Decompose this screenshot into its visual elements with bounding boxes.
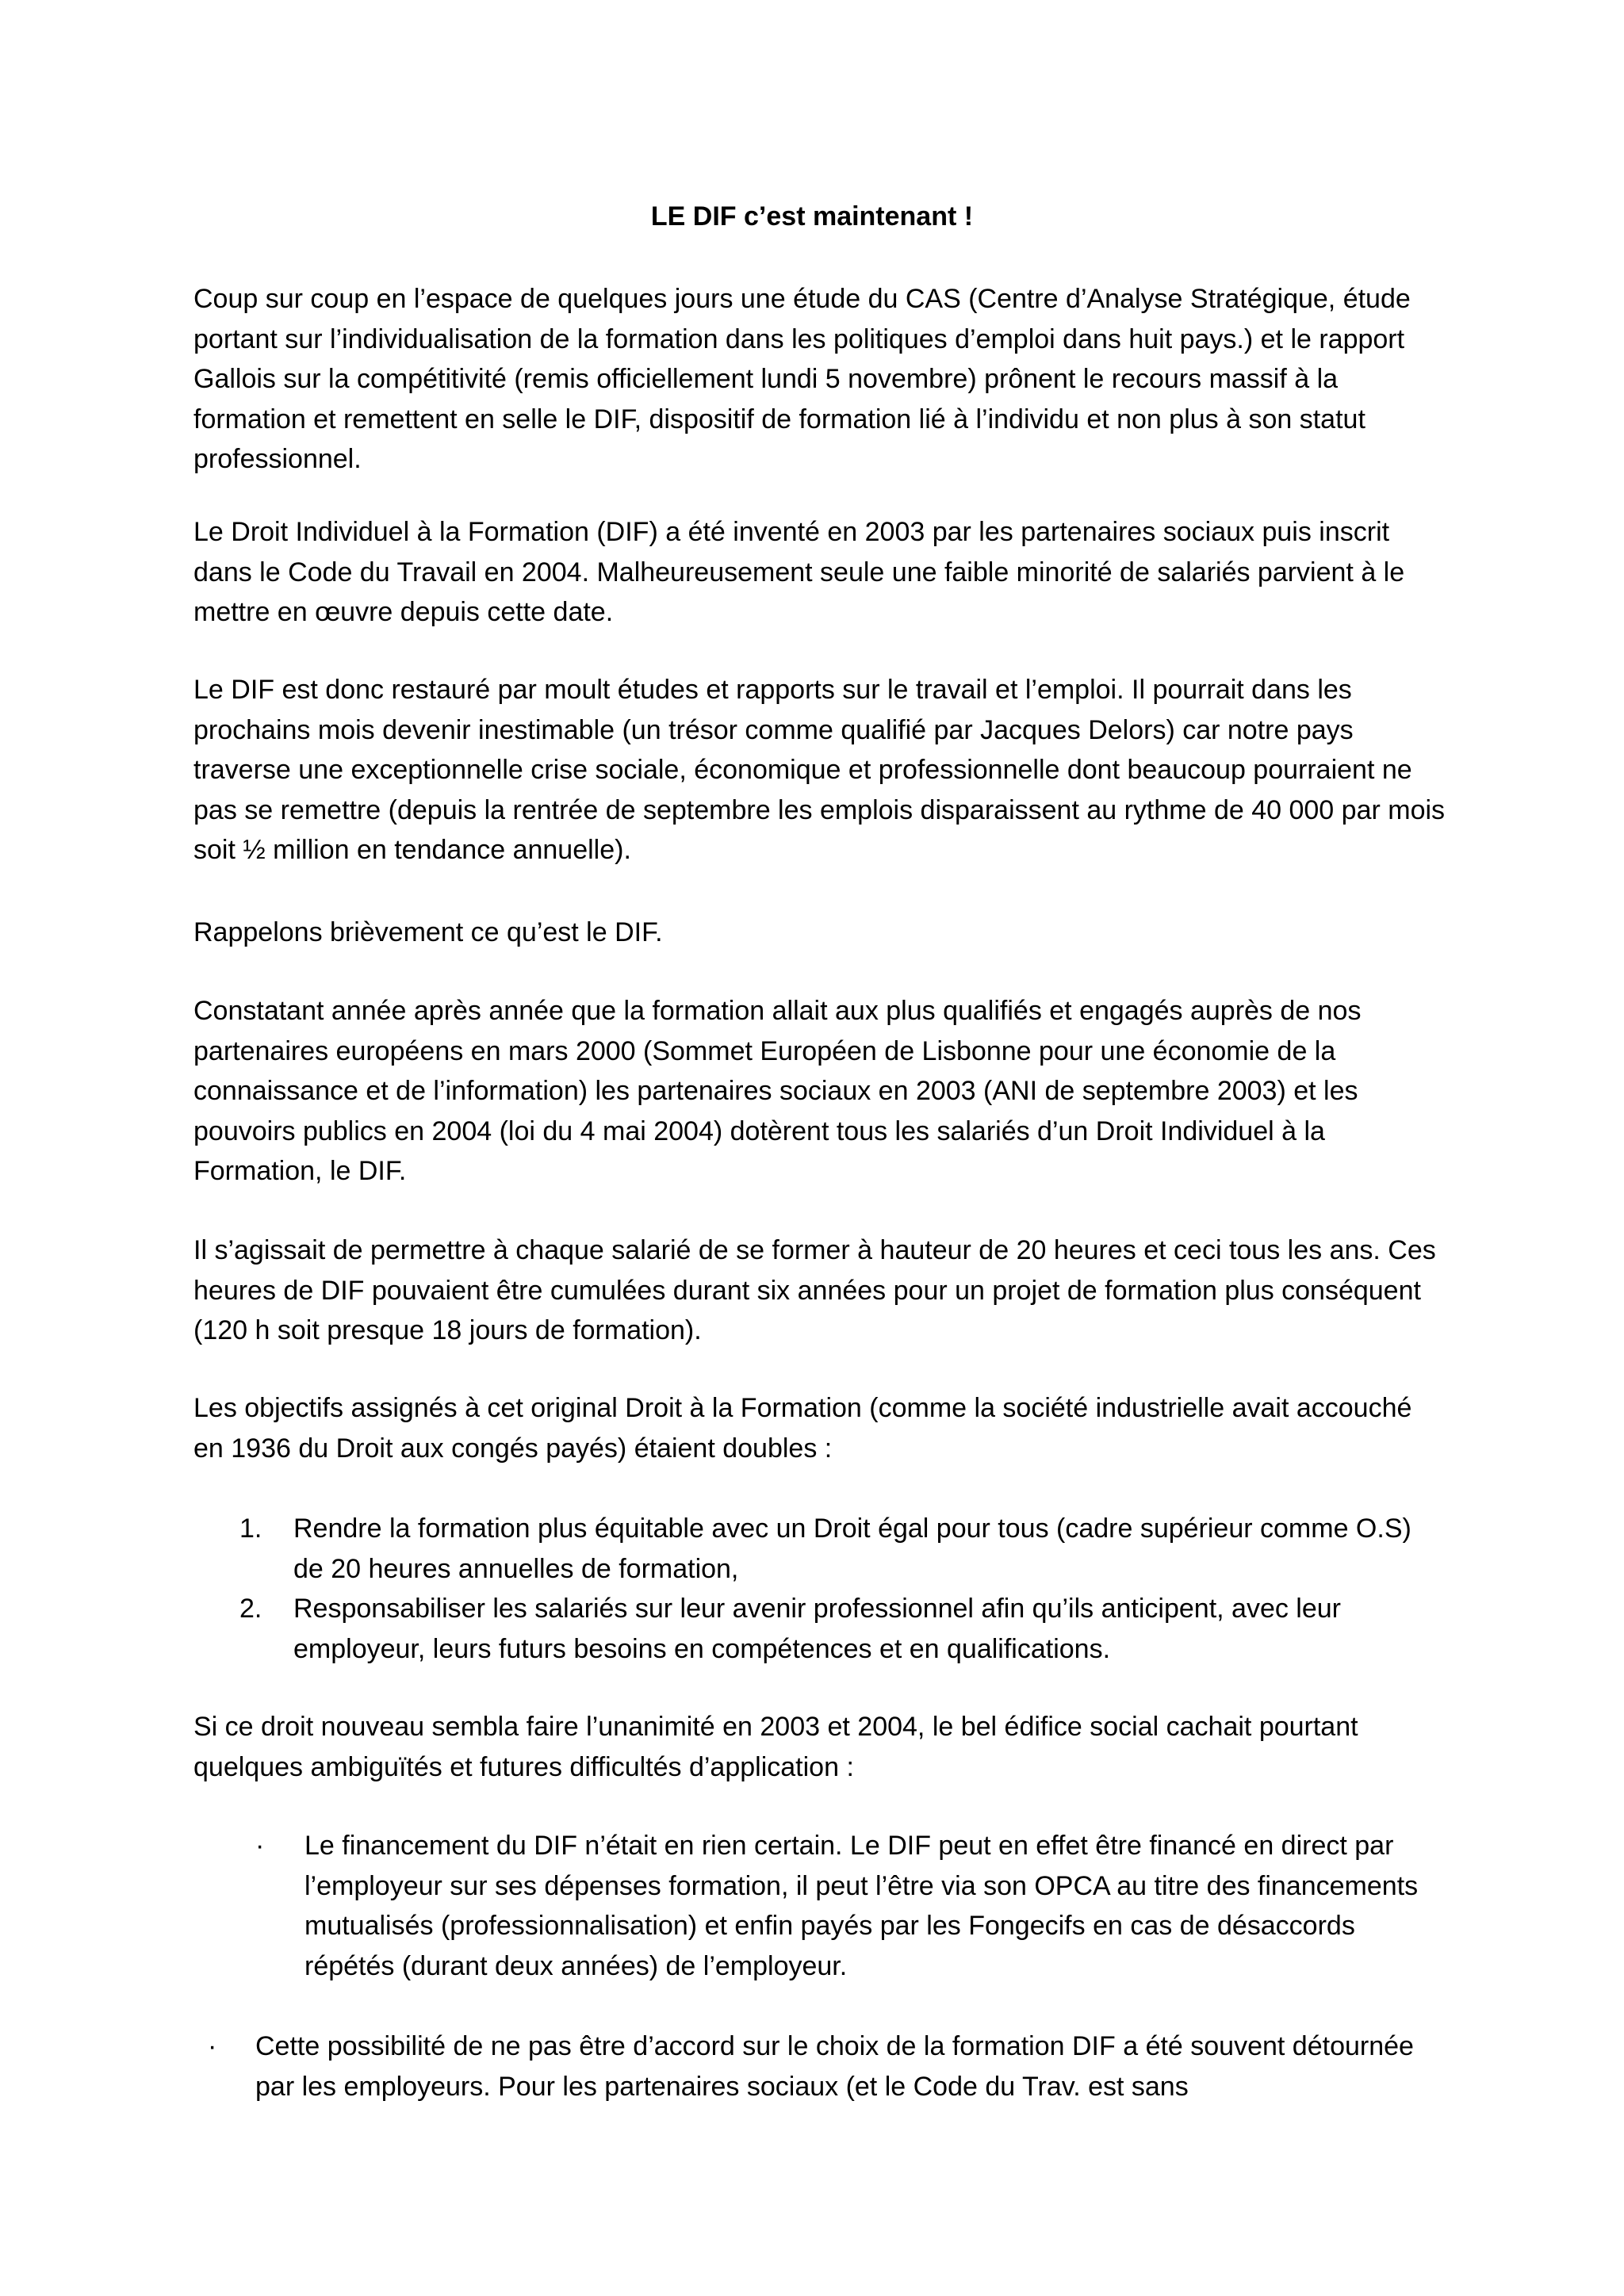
paragraph-objectives: Les objectifs assignés à cet original Droit à la Formation (comme la société industrielle avait accouché en 1936 du Droit aux congés payés) étaient doubles :: [193, 1393, 1412, 1464]
bullet-item: Cette possibilité de ne pas être d’accord sur le choix de la formation DIF a été souvent détournée par les employeurs. Pour les partenaires sociaux (et le Code du Trav. est sans: [255, 2031, 1414, 2102]
paragraph-ambiguities: Si ce droit nouveau sembla faire l’unanimité en 2003 et 2004, le bel édifice social cachait pourtant quelques ambiguïtés et futures difficultés d’application :: [193, 1712, 1358, 1782]
list-item: Rendre la formation plus équitable avec un Droit égal pour tous (cadre supérieur comme O.S) de 20 heures annuelles de formation,: [293, 1513, 1411, 1584]
document-title: LE DIF c’est maintenant !: [650, 201, 974, 232]
list-number: 1.: [239, 1513, 262, 1544]
paragraph-intro: Coup sur coup en l’espace de quelques jours une étude du CAS (Centre d’Analyse Stratégique, étude portant sur l’individualisation de la formation dans les politiques d’emploi dans huit pays.) et le rapport Gallois sur la compétitivité (remis officiellement lundi 5 novembre) prônent le recours massif à la formation et remettent en selle le DIF, dispositif de formation lié à l’individu et non plus à son statut professionnel.: [193, 284, 1411, 474]
list-number: 2.: [239, 1594, 262, 1624]
paragraph-recall: Rappelons brièvement ce qu’est le DIF.: [193, 917, 663, 947]
paragraph-hours: Il s’agissait de permettre à chaque salarié de se former à hauteur de 20 heures et ceci tous les ans. Ces heures de DIF pouvaient être cumulées durant six années pour un projet de formation plus conséquent (120 h soit presque 18 jours de formation).: [193, 1235, 1436, 1345]
bullet-icon: ·: [255, 1831, 265, 1861]
bullet-icon: ·: [208, 2031, 217, 2061]
paragraph-dif-restored: Le DIF est donc restauré par moult études et rapports sur le travail et l’emploi. Il pourrait dans les prochains mois devenir inestimable (un trésor comme qualifié par Jacques Delors) car notre pays traverse une exceptionnelle crise sociale, économique et professionnelle dont beaucoup pourraient ne pas se remettre (depuis la rentrée de septembre les emplois disparaissent au rythme de 40 000 par mois soit ½ million en tendance annuelle).: [193, 675, 1446, 865]
list-item: Responsabiliser les salariés sur leur avenir professionnel afin qu’ils anticipent, avec leur employeur, leurs futurs besoins en compétences et en qualifications.: [293, 1594, 1342, 1664]
paragraph-dif-definition: Le Droit Individuel à la Formation (DIF) a été inventé en 2003 par les partenaires sociaux puis inscrit dans le Code du Travail en 2004. Malheureusement seule une faible minorité de salariés parvient à le mettre en œuvre depuis cette date.: [193, 517, 1405, 627]
paragraph-history: Constatant année après année que la formation allait aux plus qualifiés et engagés auprès de nos partenaires européens en mars 2000 (Sommet Européen de Lisbonne pour une économie de la connaissance et de l’information) les partenaires sociaux en 2003 (ANI de septembre 2003) et les pouvoirs publics en 2004 (loi du 4 mai 2004) dotèrent tous les salariés d’un Droit Individuel à la Formation, le DIF.: [193, 996, 1362, 1186]
bullet-item: Le financement du DIF n’était en rien certain. Le DIF peut en effet être financé en direct par l’employeur sur ses dépenses formation, il peut l’être via son OPCA au titre des financements mutualisés (professionnalisation) et enfin payés par les Fongecifs en cas de désaccords répétés (durant deux années) de l’employeur.: [304, 1831, 1419, 1981]
